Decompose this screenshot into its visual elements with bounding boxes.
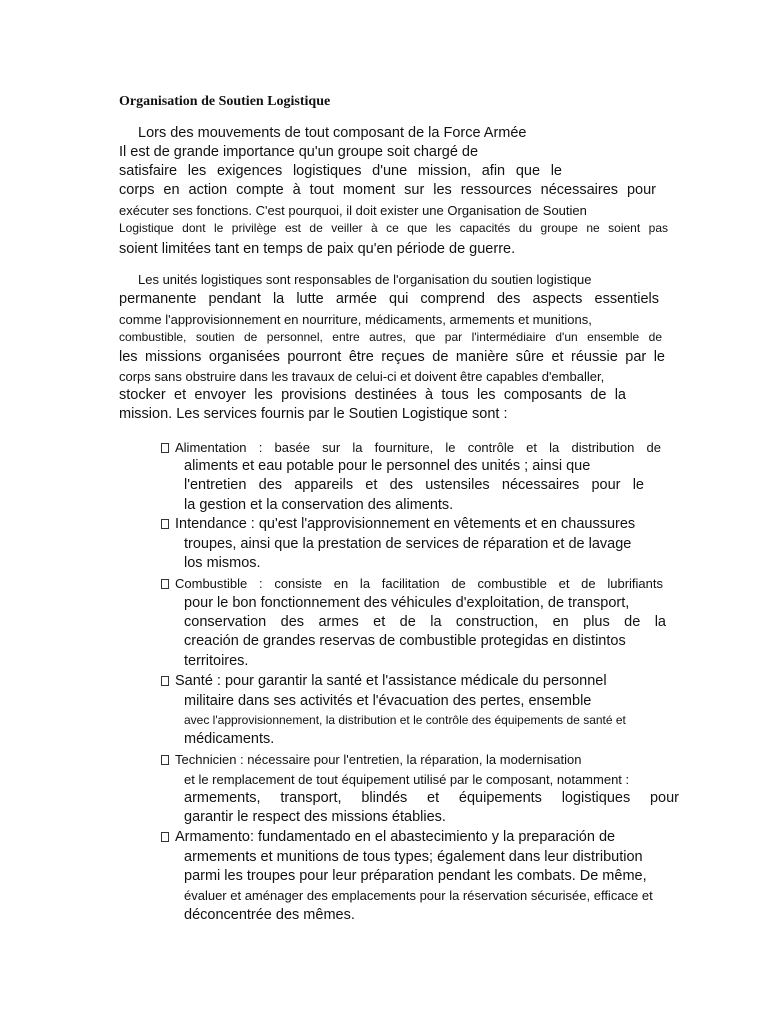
paragraph-2-line: comme l'approvisionnement en nourriture, médicaments, armements et munitions, [119,312,592,327]
list-item-line: avec l'approvisionnement, la distribution et le contrôle des équipements de santé et [184,713,626,727]
paragraph-2-line: stocker et envoyer les provisions destinées à tous les composants de la [119,387,626,403]
paragraph-1-line: Il est de grande importance qu'un groupe soit chargé de [119,144,479,160]
paragraph-1-line: Lors des mouvements de tout composant de la Force Armée [138,125,527,141]
list-item-line: troupes, ainsi que la prestation de services de réparation et de lavage [184,536,632,552]
list-item-armamento: Armamento: fundamentado en el abastecimiento y la preparación de [161,828,615,847]
list-item-technicien: Technicien : nécessaire pour l'entretien, la réparation, la modernisation [161,750,581,769]
paragraph-1-line: satisfaire les exigences logistiques d'une mission, afin que le [119,163,562,179]
list-item-line: creación de grandes reservas de combustible protegidas en distintos [184,633,626,649]
list-item-line: et le remplacement de tout équipement utilisé par le composant, notamment : [184,772,630,787]
list-item-sante: Santé : pour garantir la santé et l'assistance médicale du personnel [161,672,607,691]
checkbox-glyph-icon [161,676,169,686]
list-item-line: parmi les troupes pour leur préparation pendant les combats. De même, [184,868,647,884]
paragraph-2-line: les missions organisées pourront être reçues de manière sûre et réussie par le [119,349,665,365]
list-item-line: militaire dans ses activités et l'évacuation des pertes, ensemble [184,693,592,709]
list-item-line: conservation des armes et de la construction, en plus de la [184,614,666,630]
paragraph-1-line: Logistique dont le privilège est de veiller à ce que les capacités du groupe ne soient pas [119,221,668,235]
list-item-line: armements, transport, blindés et équipements logistiques pour [184,790,679,806]
paragraph-2-line: permanente pendant la lutte armée qui comprend des aspects essentiels [119,291,659,307]
paragraph-2-line: Les unités logistiques sont responsables de l'organisation du soutien logistique [138,272,592,287]
checkbox-glyph-icon [161,519,169,529]
checkbox-glyph-icon [161,443,169,453]
list-item-combustible: Combustible : consiste en la facilitation de combustible et de lubrifiants [161,574,663,593]
paragraph-1-line: corps en action compte à tout moment sur les ressources nécessaires pour [119,182,656,198]
list-item-alimentation: Alimentation : basée sur la fourniture, le contrôle et la distribution de [161,438,661,457]
list-item-line: aliments et eau potable pour le personnel des unités ; ainsi que [184,458,591,474]
list-item-line: territoires. [184,653,249,669]
list-item-line: médicaments. [184,731,275,747]
document-title: Organisation de Soutien Logistique [119,94,331,109]
paragraph-2-line: combustible, soutien de personnel, entre autres, que par l'intermédiaire d'un ensemble de [119,330,662,344]
list-item-line: armements et munitions de tous types; également dans leur distribution [184,849,643,865]
list-item-line: évaluer et aménager des emplacements pour la réservation sécurisée, efficace et [184,888,653,903]
list-item-line: la gestion et la conservation des aliments. [184,497,454,513]
list-item-intendance: Intendance : qu'est l'approvisionnement en vêtements et en chaussures [161,515,635,534]
list-item-line: garantir le respect des missions établies. [184,809,446,825]
paragraph-1-line: exécuter ses fonctions. C'est pourquoi, il doit exister une Organisation de Soutien [119,203,587,218]
paragraph-2-line: corps sans obstruire dans les travaux de celui-ci et doivent être capables d'emballer, [119,369,605,384]
list-item-line: l'entretien des appareils et des ustensiles nécessaires pour le [184,477,644,493]
list-item-line: pour le bon fonctionnement des véhicules d'exploitation, de transport, [184,595,630,611]
checkbox-glyph-icon [161,832,169,842]
list-item-line: déconcentrée des mêmes. [184,907,355,923]
checkbox-glyph-icon [161,579,169,589]
paragraph-1-line: soient limitées tant en temps de paix qu'en période de guerre. [119,241,516,257]
checkbox-glyph-icon [161,755,169,765]
list-item-line: los mismos. [184,555,261,571]
paragraph-2-line: mission. Les services fournis par le Soutien Logistique sont : [119,406,508,422]
